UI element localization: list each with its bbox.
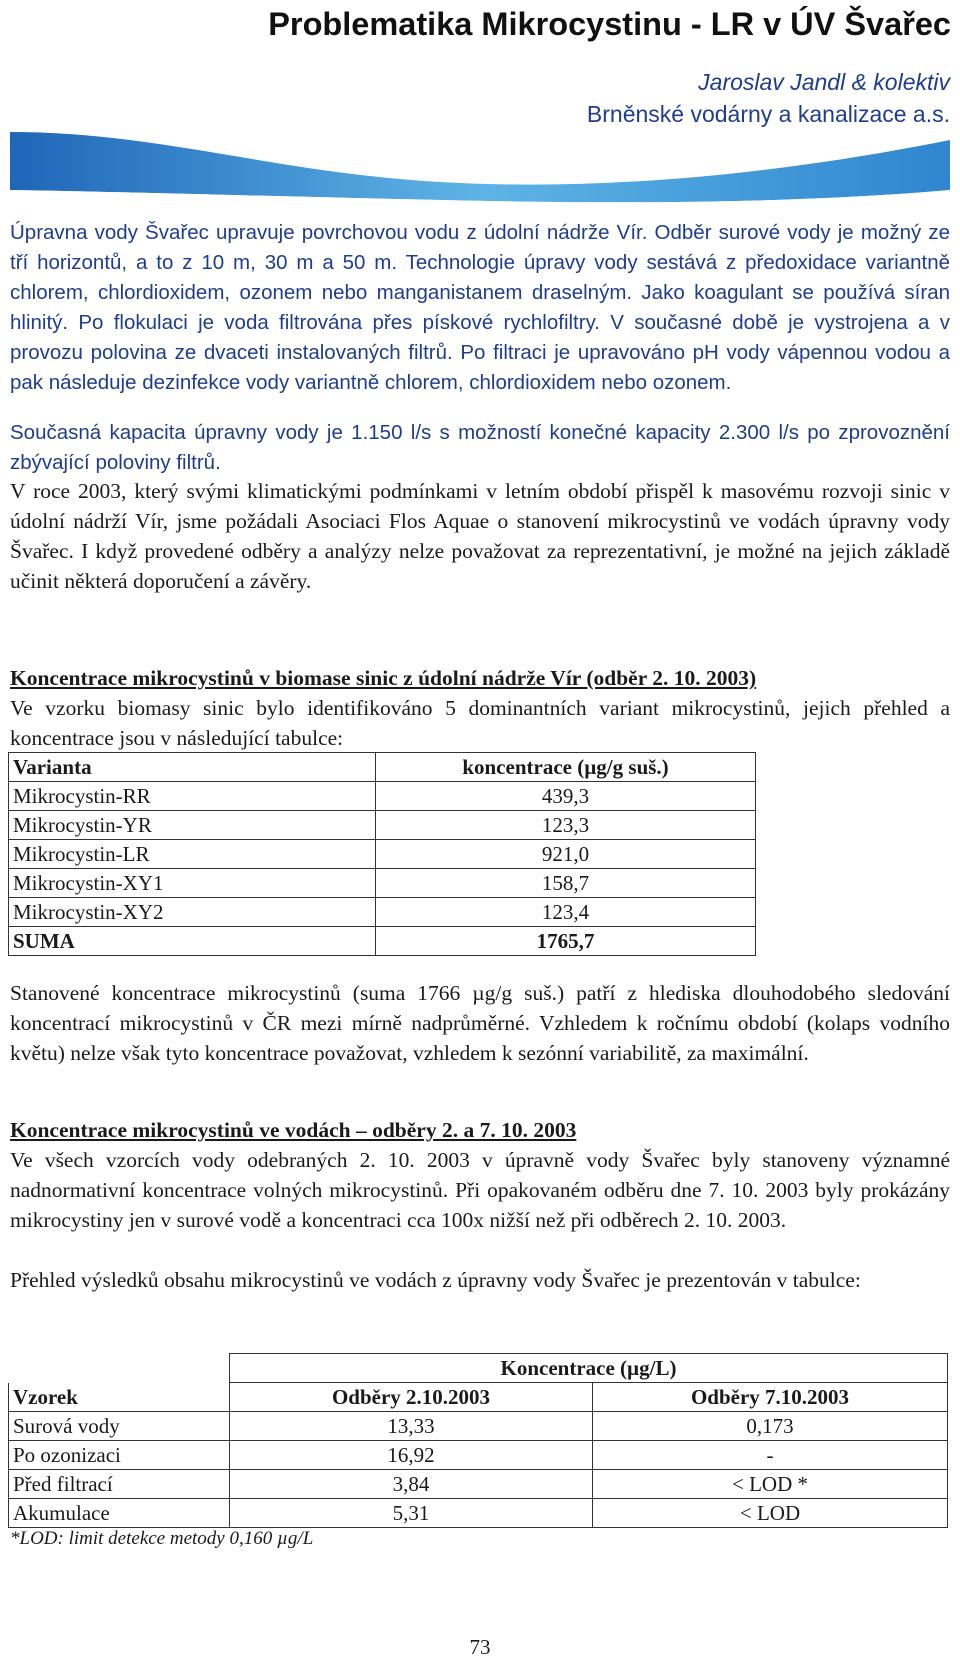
sum-value: 1765,7 — [376, 927, 756, 956]
table-header-row — [9, 753, 756, 782]
water-samples-table — [8, 1353, 948, 1528]
row-value: 439,3 — [376, 782, 756, 811]
row-value-1: 13,33 — [230, 1412, 593, 1441]
row-name: Po ozonizaci — [9, 1441, 230, 1470]
row-name: Mikrocystin-RR — [9, 782, 376, 811]
row-value: 158,7 — [376, 869, 756, 898]
section2-paragraph-1: Ve všech vzorcích vody odebraných 2. 10. 2003 v úpravně vody Švařec byly stanoveny významné nadnormativní koncentrace volných mikrocystinů. Při opakovaném odběru dne 7. 10. 2003 byly prokázány mikrocystiny jen v surové vodě a koncentraci cca 100x nižší než při odběrech 2. 10. 2003. — [10, 1148, 950, 1232]
table-row — [9, 811, 756, 840]
row-value-1: 16,92 — [230, 1441, 593, 1470]
table-group-header-row — [9, 1354, 948, 1383]
section2-paragraph-2: Přehled výsledků obsahu mikrocystinů ve vodách z úpravny vody Švařec je prezentován v tabulce: — [10, 1268, 861, 1292]
intro-paragraph-3: V roce 2003, který svými klimatickými podmínkami v letním období přispěl k masovému rozvoji sinic v údolní nádrží Vír, jsme požádali Asociaci Flos Aquae o stanovení mikrocystinů ve vodách úpravny vody Švařec. I když provedené odběry a analýzy nelze považovat za reprezentativní, je možné na jejich základě učinit některá doporučení a závěry. — [10, 479, 950, 593]
table-row — [9, 898, 756, 927]
row-name: Před filtrací — [9, 1470, 230, 1499]
intro-paragraph-1: Úpravna vody Švařec upravuje povrchovou vodu z údolní nádrže Vír. Odběr surové vody je možný ze tří horizontů, a to z 10 m, 30 m a 50 m. Technologie úpravy vody sestává z předoxidace variantně chlorem, chlordioxidem, ozonem nebo manganistanem draselným. Jako koagulant se používá síran hlinitý. Po flokulaci je voda filtrována přes pískové rychlofiltry. V současné době je vystrojena a v provozu polovina ze dvaceti instalovaných filtrů. Po filtraci je upravováno pH vody vápennou vodou a pak následuje dezinfekce vody variantně chlorem, chlordioxidem nebo ozonem. — [10, 221, 950, 394]
row-name: Mikrocystin-YR — [9, 811, 376, 840]
row-name: Mikrocystin-LR — [9, 840, 376, 869]
table-row — [9, 1412, 948, 1441]
group-header-koncentrace: Koncentrace (µg/L) — [230, 1354, 948, 1383]
row-value: 123,3 — [376, 811, 756, 840]
row-name: Mikrocystin-XY1 — [9, 869, 376, 898]
table-row — [9, 869, 756, 898]
page-title: Problematika Mikrocystinu - LR v ÚV Švařec — [268, 6, 951, 42]
author-line: Jaroslav Jandl & kolektiv — [698, 69, 950, 95]
header-vzorek: Vzorek — [9, 1383, 230, 1412]
row-value-1: 5,31 — [230, 1499, 593, 1528]
row-value-2: < LOD * — [593, 1470, 948, 1499]
header-wave-graphic — [10, 132, 950, 204]
row-value-2: - — [593, 1441, 948, 1470]
table-row — [9, 782, 756, 811]
row-name: Akumulace — [9, 1499, 230, 1528]
table-row — [9, 840, 756, 869]
table-sum-row — [9, 927, 756, 956]
row-value-2: < LOD — [593, 1499, 948, 1528]
row-value-2: 0,173 — [593, 1412, 948, 1441]
section1-intro: Ve vzorku biomasy sinic bylo identifikováno 5 dominantních variant mikrocystinů, jejich přehled a koncentrace jsou v následující tabulce: — [10, 696, 950, 750]
mikrocystin-biomass-table — [8, 752, 756, 956]
row-value: 123,4 — [376, 898, 756, 927]
row-name: Mikrocystin-XY2 — [9, 898, 376, 927]
page-number: 73 — [469, 1635, 491, 1659]
row-value: 921,0 — [376, 840, 756, 869]
header-koncentrace: koncentrace (µg/g suš.) — [376, 753, 756, 782]
table-row — [9, 1499, 948, 1528]
section2-heading: Koncentrace mikrocystinů ve vodách – odběry 2. a 7. 10. 2003 — [10, 1118, 577, 1142]
header-varianta: Varianta — [9, 753, 376, 782]
row-name: Surová vody — [9, 1412, 230, 1441]
table-header-row — [9, 1383, 948, 1412]
lod-footnote: *LOD: limit detekce metody 0,160 µg/L — [10, 1528, 314, 1549]
sum-label: SUMA — [9, 927, 376, 956]
header-odbery-7: Odběry 7.10.2003 — [593, 1383, 948, 1412]
row-value-1: 3,84 — [230, 1470, 593, 1499]
empty-cell — [9, 1354, 230, 1383]
company-line: Brněnské vodárny a kanalizace a.s. — [586, 101, 950, 127]
section1-conclusion: Stanovené koncentrace mikrocystinů (suma 1766 µg/g suš.) patří z hlediska dlouhodobého sledování koncentrací mikrocystinů v ČR mezi mírně nadprůměrné. Vzhledem k ročnímu období (kolaps vodního květu) nelze však tyto koncentrace považovat, vzhledem k sezónní variabilitě, za maximální. — [10, 981, 950, 1065]
table-row — [9, 1441, 948, 1470]
table-row — [9, 1470, 948, 1499]
header-odbery-2: Odběry 2.10.2003 — [230, 1383, 593, 1412]
intro-paragraph-2: Současná kapacita úpravny vody je 1.150 l/s s možností konečné kapacity 2.300 l/s po zprovoznění zbývající poloviny filtrů. — [10, 421, 950, 474]
section1-heading: Koncentrace mikrocystinů v biomase sinic z údolní nádrže Vír (odběr 2. 10. 2003) — [10, 666, 757, 690]
